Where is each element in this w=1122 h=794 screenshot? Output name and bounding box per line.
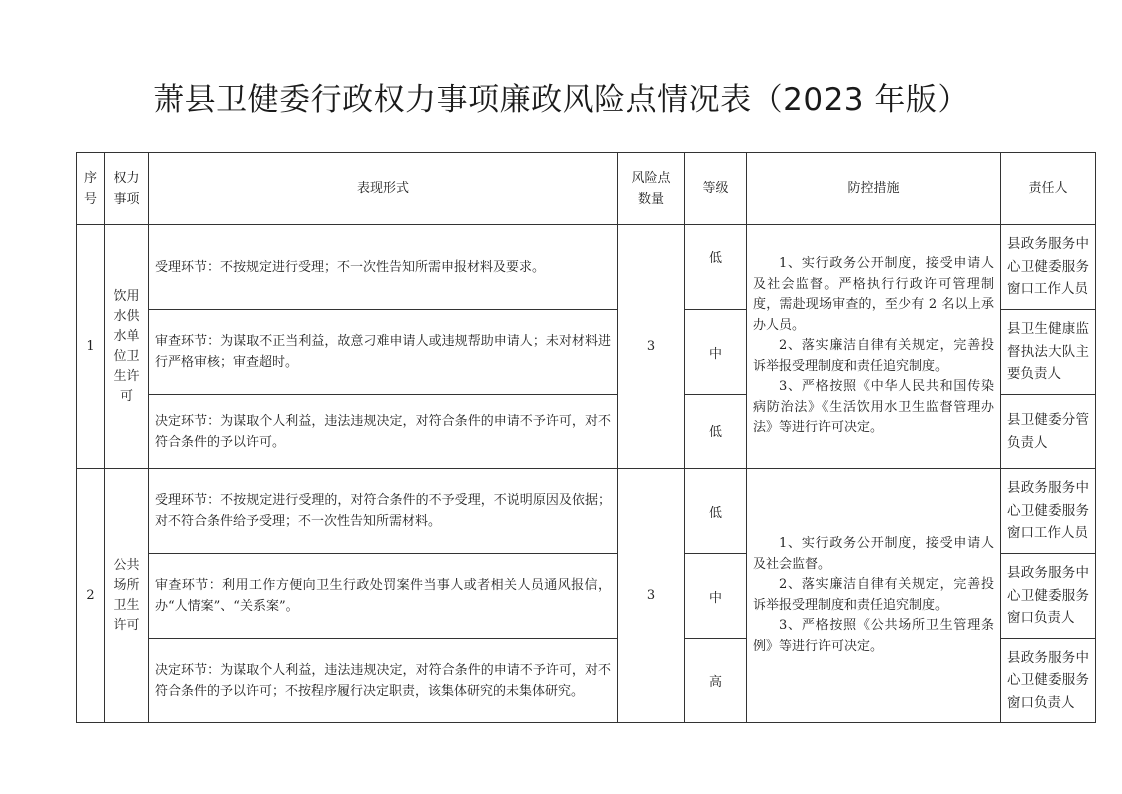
measure-item: 2、落实廉洁自律有关规定，完善投诉举报受理制度和责任追究制度。 xyxy=(753,577,994,613)
header-matter: 权力事项 xyxy=(105,153,149,225)
measures-cell xyxy=(747,225,1001,469)
form-cell: 审查环节：利用工作方便向卫生行政处罚案件当事人或者相关人员通风报信，办“人情案”、“关系案”。 xyxy=(149,554,618,639)
section-matter: 公共场所卫生许可 xyxy=(105,469,149,723)
header-count: 风险点数量 xyxy=(618,153,685,225)
header-measures: 防控措施 xyxy=(747,153,1001,225)
header-form: 表现形式 xyxy=(149,153,618,225)
section-seq: 2 xyxy=(77,469,105,723)
measure-item: 1、实行政务公开制度，接受申请人及社会监督。 xyxy=(753,536,994,572)
risk-level: 低 xyxy=(685,225,747,310)
form-cell: 受理环节：不按规定进行受理；不一次性告知所需申报材料及要求。 xyxy=(149,225,618,310)
table-row xyxy=(77,469,1096,554)
risk-level: 低 xyxy=(685,395,747,469)
measures-cell xyxy=(747,469,1001,723)
header-seq: 序号 xyxy=(77,153,105,225)
measure-item: 1、实行政务公开制度，接受申请人及社会监督。严格执行行政许可管理制度，需赴现场审查的，至少有 2 名以上承办人员。 xyxy=(753,256,994,333)
form-cell: 审查环节：为谋取不正当利益，故意刁难申请人或违规帮助申请人；未对材料进行严格审核；审查超时。 xyxy=(149,310,618,395)
risk-table xyxy=(76,152,1096,723)
risk-level: 高 xyxy=(685,639,747,723)
header-responsible: 责任人 xyxy=(1001,153,1096,225)
responsible-cell: 县卫生健康监督执法大队主要负责人 xyxy=(1001,310,1096,395)
risk-count: 3 xyxy=(618,469,685,723)
section-seq: 1 xyxy=(77,225,105,469)
measure-item: 3、严格按照《公共场所卫生管理条例》等进行许可决定。 xyxy=(753,618,994,654)
form-cell: 决定环节：为谋取个人利益，违法违规决定，对符合条件的申请不予许可，对不符合条件的予以许可。 xyxy=(149,395,618,469)
responsible-cell: 县政务服务中心卫健委服务窗口负责人 xyxy=(1001,639,1096,723)
responsible-cell: 县卫健委分管负责人 xyxy=(1001,395,1096,469)
form-cell: 受理环节：不按规定进行受理的，对符合条件的不予受理，不说明原因及依据；对不符合条件给予受理；不一次性告知所需材料。 xyxy=(149,469,618,554)
section-matter: 饮用水供水单位卫生许可 xyxy=(105,225,149,469)
risk-level: 低 xyxy=(685,469,747,554)
header-row xyxy=(77,153,1096,225)
measure-item: 3、严格按照《中华人民共和国传染病防治法》《生活饮用水卫生监督管理办法》等进行许可决定。 xyxy=(753,379,994,436)
risk-count: 3 xyxy=(618,225,685,469)
responsible-cell: 县政务服务中心卫健委服务窗口工作人员 xyxy=(1001,469,1096,554)
form-cell: 决定环节：为谋取个人利益，违法违规决定，对符合条件的申请不予许可，对不符合条件的予以许可；不按程序履行决定职责，该集体研究的未集体研究。 xyxy=(149,639,618,723)
header-level: 等级 xyxy=(685,153,747,225)
responsible-cell: 县政务服务中心卫健委服务窗口负责人 xyxy=(1001,554,1096,639)
page-title: 萧县卫健委行政权力事项廉政风险点情况表（2023 年版） xyxy=(153,82,969,118)
responsible-cell: 县政务服务中心卫健委服务窗口工作人员 xyxy=(1001,225,1096,310)
table-row xyxy=(77,225,1096,310)
risk-level: 中 xyxy=(685,554,747,639)
measure-item: 2、落实廉洁自律有关规定，完善投诉举报受理制度和责任追究制度。 xyxy=(753,338,994,374)
risk-level: 中 xyxy=(685,310,747,395)
